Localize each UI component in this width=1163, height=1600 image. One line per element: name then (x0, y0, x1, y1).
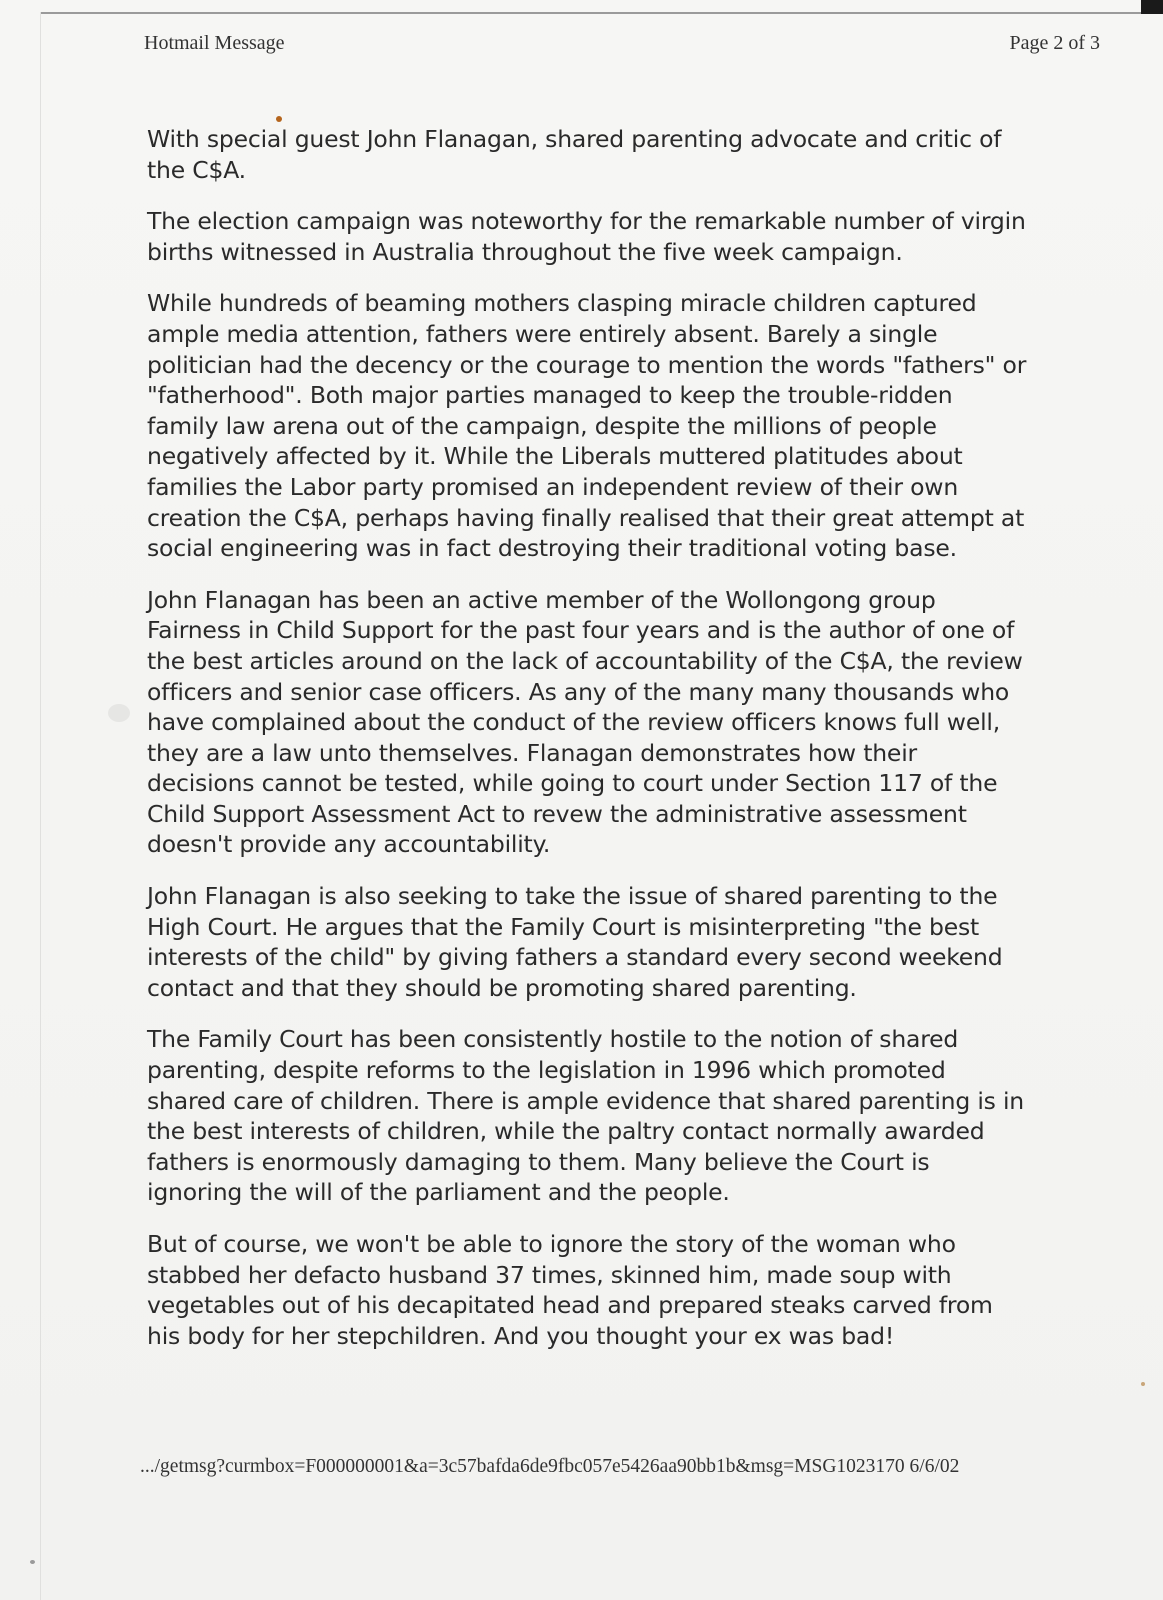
paragraph: With special guest John Flanagan, shared parenting advocate and critic of the C$A. (147, 125, 1002, 184)
scan-corner-shadow (1141, 0, 1163, 14)
scan-edge-left (40, 12, 41, 1600)
scan-speck (30, 1560, 35, 1564)
paragraph: John Flanagan has been an active member of the Wollongong group Fairness in Child Support for the past four years and is the author of one of the best articles around on the lack of accountability of the C$A, the review officers and senior case officers. As any of the many many thousands who have complained about the conduct of the review officers knows full well, they are a law unto themselves. Flanagan demonstrates how their decisions cannot be tested, while going to court under Section 117 of the Child Support Assessment Act to revew the administrative assessment doesn't provide any accountability. (147, 585, 1023, 859)
scan-edge-top (40, 12, 1163, 14)
page-number: Page 2 of 3 (1009, 32, 1100, 54)
ink-dot (276, 116, 282, 122)
footer-url-line: .../getmsg?curmbox=F000000001&a=3c57bafda6de9fbc057e5426aa90bb1b&msg=MSG1023170 6/6/02 (140, 1456, 960, 1477)
paragraph: John Flanagan is also seeking to take the issue of shared parenting to the High Court. He argues that the Family Court is misinterpreting "the best interests of the child" by giving fathers a standard every second weekend contact and that they should be promoting shared parenting. (147, 882, 1003, 1002)
scan-speck (1141, 1382, 1145, 1386)
page-header-title: Hotmail Message (144, 32, 285, 54)
message-body (147, 124, 1027, 1372)
scan-speck (108, 704, 130, 722)
paragraph: While hundreds of beaming mothers clasping miracle children captured ample media attention, fathers were entirely absent. Barely a single politician had the decency or the courage to mention the words "fathers" or "fatherhood". Both major parties managed to keep the trouble-ridden family law arena out of the campaign, despite the millions of people negatively affected by it. While the Liberals muttered platitudes about families the Labor party promised an independent review of their own creation the C$A, perhaps having finally realised that their great attempt at social engineering was in fact destroying their traditional voting base. (147, 289, 1027, 563)
paragraph: The election campaign was noteworthy for the remarkable number of virgin births witnessed in Australia throughout the five week campaign. (147, 207, 1026, 266)
paragraph: But of course, we won't be able to ignore the story of the woman who stabbed her defacto husband 37 times, skinned him, made soup with vegetables out of his decapitated head and prepared steaks carved from his body for her stepchildren. And you thought your ex was bad! (147, 1230, 993, 1350)
paragraph: The Family Court has been consistently hostile to the notion of shared parenting, despite reforms to the legislation in 1996 which promoted shared care of children. There is ample evidence that shared parenting is in the best interests of children, while the paltry contact normally awarded fathers is enormously damaging to them. Many believe the Court is ignoring the will of the parliament and the people. (147, 1025, 1024, 1207)
